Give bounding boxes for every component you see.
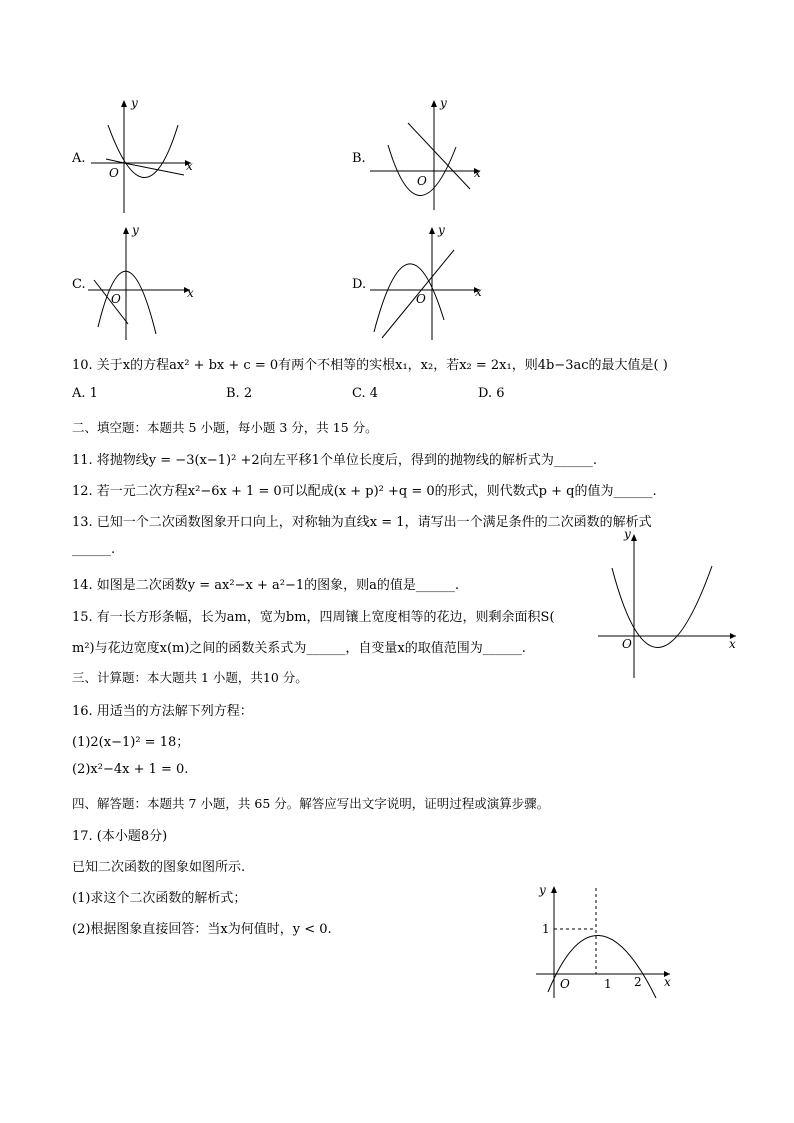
graph-b-y-label: y bbox=[440, 96, 447, 110]
option-d-label: D. bbox=[352, 277, 367, 292]
graph-c bbox=[86, 222, 196, 344]
question-14-graph bbox=[594, 528, 744, 680]
section-2-heading: 二、填空题：本题共 5 小题，每小题 3 分，共 15 分。 bbox=[72, 420, 378, 435]
question-17-part-1: (1)求这个二次函数的解析式； bbox=[72, 891, 247, 906]
question-14: 14. 如图是二次函数y = ax²−x + a²−1的图象，则a的值是______. bbox=[72, 578, 459, 593]
question-10-stem: 10. 关于x的方程ax² + bx + c = 0有两个不相等的实根x₁，x₂，若x₂ = 2x₁，则4b−3ac的最大值是( ) bbox=[72, 358, 668, 373]
graph-b bbox=[368, 95, 488, 217]
question-14-graph-origin: O bbox=[622, 637, 632, 651]
question-17-part-2: (2)根据图象直接回答：当x为何值时，y < 0. bbox=[72, 922, 332, 937]
question-10-option-d: D. 6 bbox=[478, 386, 505, 401]
graph-a-y-label: y bbox=[131, 96, 138, 110]
question-10-option-a: A. 1 bbox=[72, 386, 98, 401]
question-17-graph-origin: O bbox=[560, 977, 570, 991]
graph-c-origin: O bbox=[111, 292, 121, 306]
question-14-graph-x-label: x bbox=[729, 637, 736, 651]
graph-c-x-label: x bbox=[187, 286, 194, 300]
option-a-label: A. bbox=[72, 151, 86, 166]
section-3-heading: 三、计算题：本大题共 1 小题，共10 分。 bbox=[72, 670, 308, 685]
question-17-graph-y-label: y bbox=[539, 883, 546, 897]
graph-d-x-label: x bbox=[475, 285, 482, 299]
question-16-part-2: (2)x²−4x + 1 = 0. bbox=[72, 762, 189, 777]
graph-a-origin: O bbox=[109, 166, 119, 180]
option-b-label: B. bbox=[352, 151, 366, 166]
graph-a-x-label: x bbox=[186, 159, 193, 173]
question-12: 12. 若一元二次方程x²−6x + 1 = 0可以配成(x + p)² +q = 0的形式，则代数式p + q的值为______. bbox=[72, 484, 657, 499]
graph-d-origin: O bbox=[416, 292, 426, 306]
question-15-line-2: m²)与花边宽度x(m)之间的函数关系式为______，自变量x的取值范围为______. bbox=[72, 641, 526, 656]
question-17-graph-y-tick-1: 1 bbox=[542, 922, 550, 936]
section-4-heading: 四、解答题：本题共 7 小题，共 65 分。解答应写出文字说明，证明过程或演算步骤。 bbox=[72, 796, 550, 811]
graph-b-origin: O bbox=[417, 174, 427, 188]
question-15-line-1: 15. 有一长方形条幅，长为am，宽为bm，四周镶上宽度相等的花边，则剩余面积S( bbox=[72, 610, 555, 625]
option-c-label: C. bbox=[72, 277, 86, 292]
question-17-graph-x-label: x bbox=[664, 975, 671, 989]
question-11: 11. 将抛物线y = −3(x−1)² +2向左平移1个单位长度后，得到的抛物线的解析式为______. bbox=[72, 453, 598, 468]
question-17-graph-x-tick-1: 1 bbox=[604, 977, 612, 991]
question-17-graph bbox=[534, 880, 684, 1002]
question-13-line-1: 13. 已知一个二次函数图象开口向上，对称轴为直线x = 1，请写出一个满足条件的二次函数的解析式 bbox=[72, 515, 652, 530]
question-16: 16. 用适当的方法解下列方程： bbox=[72, 704, 253, 719]
graph-b-x-label: x bbox=[474, 166, 481, 180]
question-14-graph-y-label: y bbox=[624, 527, 631, 541]
graph-a bbox=[86, 95, 196, 217]
question-17-stem: 已知二次函数的图象如图所示. bbox=[72, 860, 246, 875]
question-17: 17. (本小题8分) bbox=[72, 829, 168, 844]
question-17-graph-x-tick-2: 2 bbox=[634, 975, 642, 989]
question-10-option-c: C. 4 bbox=[352, 386, 379, 401]
question-13-line-2: ______. bbox=[72, 542, 116, 557]
question-10-option-b: B. 2 bbox=[226, 386, 253, 401]
graph-d-y-label: y bbox=[438, 223, 445, 237]
graph-d bbox=[368, 222, 488, 344]
question-16-part-1: (1)2(x−1)² = 18； bbox=[72, 735, 190, 750]
graph-c-y-label: y bbox=[132, 223, 139, 237]
